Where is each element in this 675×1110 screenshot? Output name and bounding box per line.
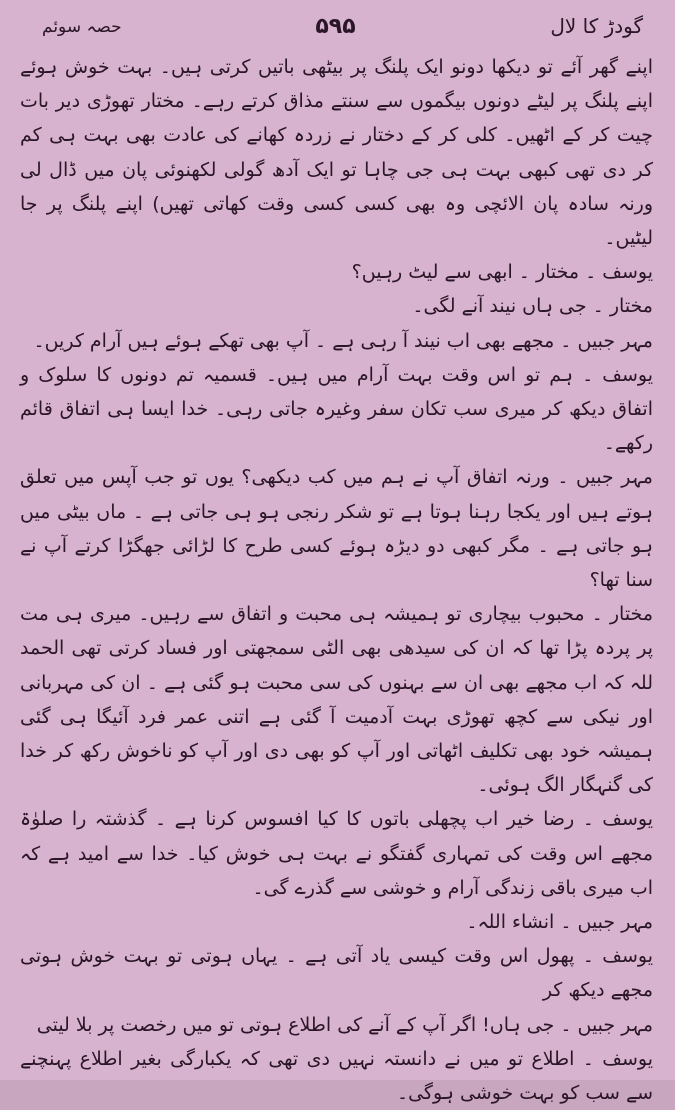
dialogue-line: مہر جبیں ۔ مجھے بھی اب نیند آ رہی ہے ۔ آپ بھی تھکے ہوئے ہیں آرام کریں۔ [33, 329, 653, 352]
dialogue-line: مہر جبیں ۔ انشاء اللہ۔ [466, 911, 653, 934]
dialogue-line: یوسف ۔ رضا خیر اب پچھلی باتوں کا کیا افسوس کرنا ہے ۔ گذشتہ را صلوٰۃ مجھے اس وقت کی تمہاری گفتگو نے بہت ہی خوش کیا۔ خدا سے امید ہے کہ اب میری باقی زندگی آرام و خوشی سے گذرے گی۔ [20, 808, 653, 899]
book-title: گودڑ کا لال [550, 14, 643, 38]
paragraph-intro: اپنے گھر آئے تو دیکھا دونو ایک پلنگ پر بیٹھی باتیں کرتی ہیں۔ بہت خوش ہوئے اپنے پلنگ پر لیٹے دونوں بیگموں سے سنتے مذاق کرتے رہے۔ مختار تھوڑی دیر بات چیت کر کے اٹھیں۔ کلی کر کے دختار نے زردہ کھانے کی عادت بھی بہت ہی کم کر دی تھی کبھی بہت ہی جی چاہا تو ایک آدھ گولی لکھنوئی پان میں ڈال لی ورنہ سادہ پان الائچی وہ بھی کسی کسی وقت کھاتی تھیں) اپنے پلنگ پر جا لیٹیں۔ [20, 56, 653, 250]
dialogue-line: مختار ۔ محبوب بیچاری تو ہمیشہ ہی محبت و اتفاق سے رہیں۔ میری ہی مت پر پردہ پڑا تھا کہ ان کی سیدھی بھی الٹی سمجھتی اور فساد کرتی تھی الحمد للہ کہ اب مجھے بھی ان سے بہنوں کی سی محبت ہو گئی ہے ۔ ان کی مہربانی اور نیکی سے کچھ تھوڑی بہت آدمیت آ گئی ہے اتنی عمر فرد آئیگا ہی گئی ہمیشہ خود بھی تکلیف اٹھاتی اور آپ کو بھی دی اور آپ کو ناخوش رکھ کر خدا کی گنہگار الگ ہوئی۔ [20, 603, 653, 797]
page-body [14, 50, 657, 1110]
dialogue-line: یوسف ۔ پھول اس وقت کیسی یاد آتی ہے ۔ یہاں ہوتی تو بہت خوش ہوتی مجھے دیکھ کر [20, 945, 653, 1002]
dialogue-line: یوسف ۔ اطلاع تو میں نے دانستہ نہیں دی تھی کہ یکبارگی بغیر اطلاع پہنچنے سے سب کو بہت خوشی ہوگی۔ [20, 1047, 653, 1105]
page-header [14, 6, 657, 50]
dialogue-line: یوسف ۔ مختار ۔ ابھی سے لیٹ رہیں؟ [351, 261, 653, 284]
part-label: حصہ سوئم [42, 17, 122, 37]
dialogue-line: مہر جبیں ۔ ورنہ اتفاق آپ نے ہم میں کب دیکھی؟ یوں تو جب آپس میں تعلق ہوتے ہیں اور یکجا رہنا ہوتا ہے تو شکر رنجی ہو ہی جاتی ہے ۔ ماں بیٹی میں ہو جاتی ہے ۔ مگر کبھی دو دیڑہ ہوئے کسی طرح کا لڑائی جھگڑا کرتے آپ نے سنا تھا؟ [20, 466, 653, 592]
page-number: ۵۹۵ [315, 14, 356, 39]
dialogue-line: یوسف ۔ ہم تو اس وقت بہت آرام میں ہیں۔ قسمیہ تم دونوں کا سلوک و اتفاق دیکھ کر میری سب تکان سفر وغیرہ جاتی رہی۔ خدا ایسا ہی اتفاق قائم رکھے۔ [20, 363, 653, 455]
dialogue-line: مختار ۔ جی ہاں نیند آنے لگی۔ [412, 295, 653, 318]
dialogue-line: مہر جبیں ۔ جی ہاں! اگر آپ کے آنے کی اطلاع ہوتی تو میں رخصت پر بلا لیتی [36, 1013, 653, 1036]
